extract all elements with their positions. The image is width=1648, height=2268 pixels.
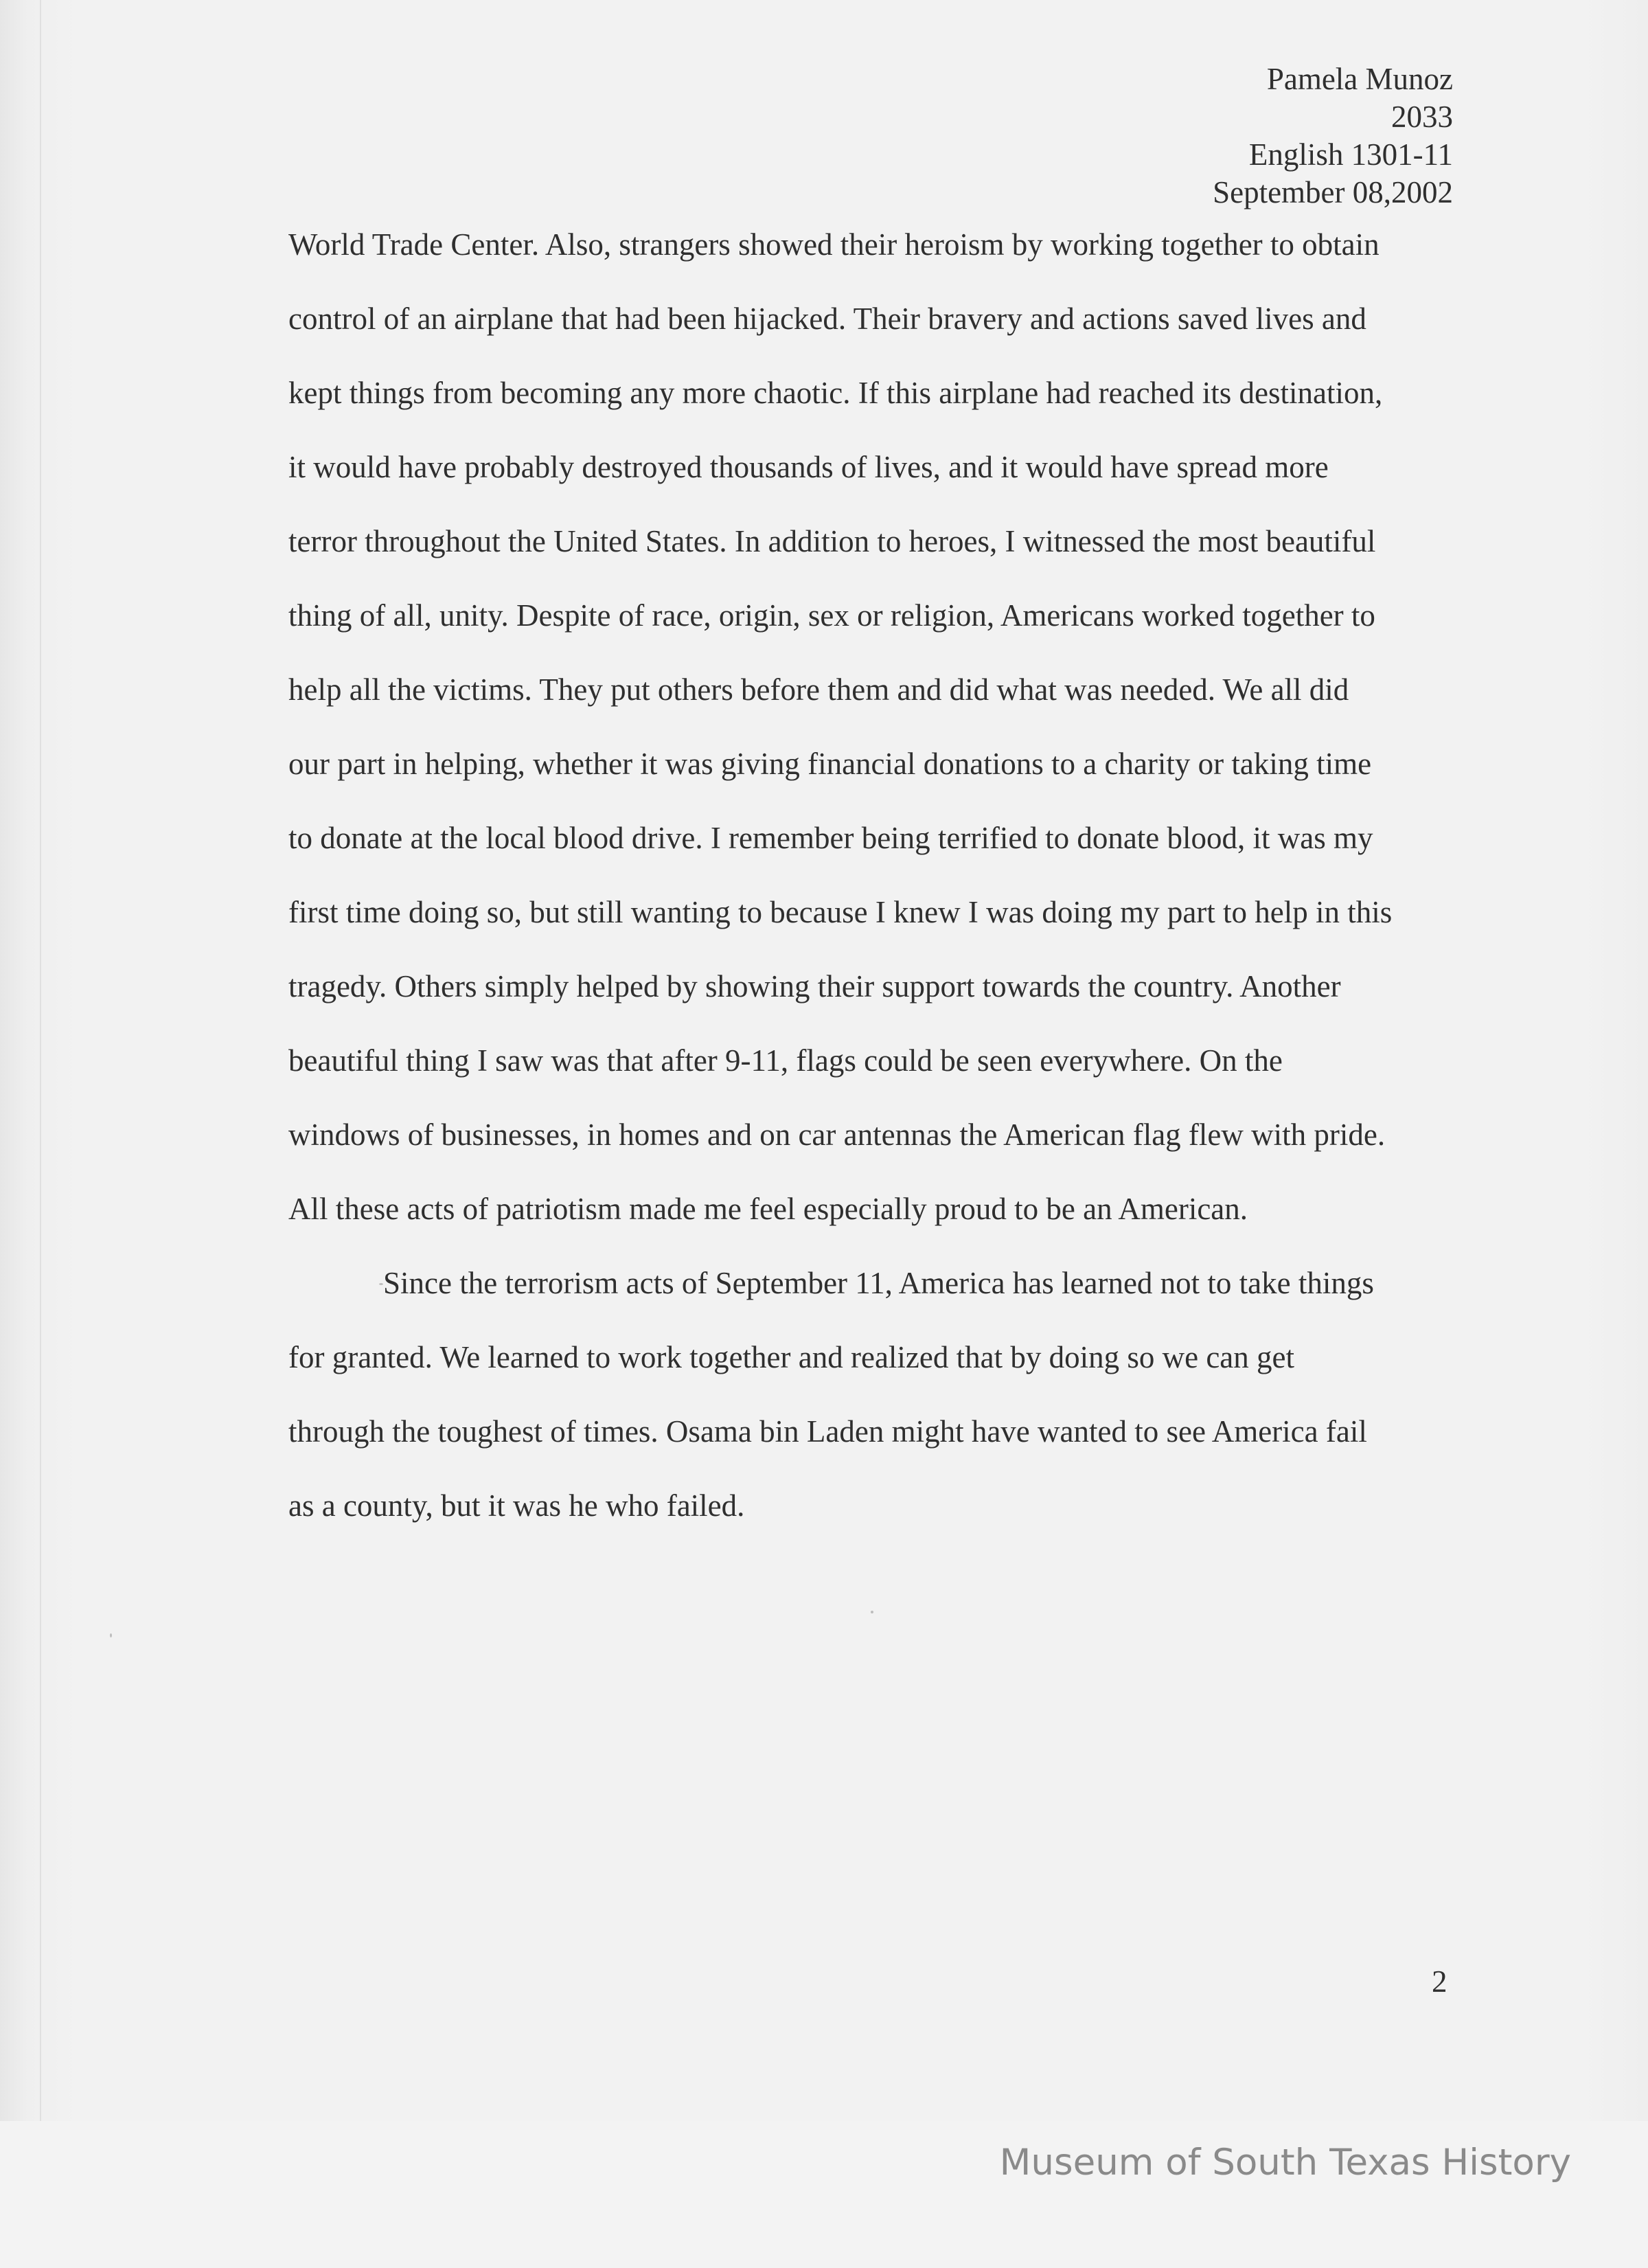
body-line: through the toughest of times. Osama bin Laden might have wanted to see America fail: [288, 1414, 1367, 1449]
body-line: as a county, but it was he who failed.: [288, 1488, 745, 1523]
body-line: control of an airplane that had been hijacked. Their bravery and actions saved lives and: [288, 302, 1366, 336]
paragraph-start-line: Since the terrorism acts of September 11, America has learned not to take things: [383, 1266, 1374, 1300]
body-line: for granted. We learned to work together and realized that by doing so we can get: [288, 1340, 1295, 1374]
body-line: to donate at the local blood drive. I remember being terrified to donate blood, it was my: [288, 821, 1373, 855]
body-line: first time doing so, but still wanting to because I knew I was doing my part to help in this: [288, 895, 1393, 929]
scan-speck: [110, 1633, 112, 1637]
body-line: World Trade Center. Also, strangers showed their heroism by working together to obtain: [288, 227, 1380, 262]
body-line: beautiful thing I saw was that after 9-11, flags could be seen everywhere. On the: [288, 1043, 1283, 1078]
essay-body: [288, 207, 1456, 1543]
student-number: 2033: [1391, 100, 1453, 134]
author-name: Pamela Munoz: [1266, 62, 1453, 96]
body-line: help all the victims. They put others before them and did what was needed. We all did: [288, 672, 1349, 707]
scan-speck: [379, 1283, 383, 1285]
body-line: our part in helping, whether it was giving financial donations to a charity or taking time: [288, 747, 1372, 781]
scan-speck: [871, 1611, 873, 1613]
essay-header: [1213, 60, 1453, 212]
body-line: tragedy. Others simply helped by showing their support towards the country. Another: [288, 969, 1341, 1003]
body-line: kept things from becoming any more chaotic. If this airplane had reached its destination,: [288, 376, 1383, 410]
body-line: terror throughout the United States. In addition to heroes, I witnessed the most beautiful: [288, 524, 1376, 558]
body-line: thing of all, unity. Despite of race, origin, sex or religion, Americans worked together to: [288, 598, 1375, 633]
scan-edge: [40, 0, 41, 2121]
body-line: it would have probably destroyed thousands of lives, and it would have spread more: [288, 450, 1329, 484]
museum-watermark: Museum of South Texas History: [999, 2142, 1571, 2184]
essay-date: September 08,2002: [1213, 175, 1453, 209]
body-line: windows of businesses, in homes and on car antennas the American flag flew with pride.: [288, 1118, 1386, 1152]
body-line: All these acts of patriotism made me feel especially proud to be an American.: [288, 1192, 1248, 1226]
course-name: English 1301-11: [1248, 137, 1453, 172]
page-number: 2: [1432, 1964, 1447, 1999]
